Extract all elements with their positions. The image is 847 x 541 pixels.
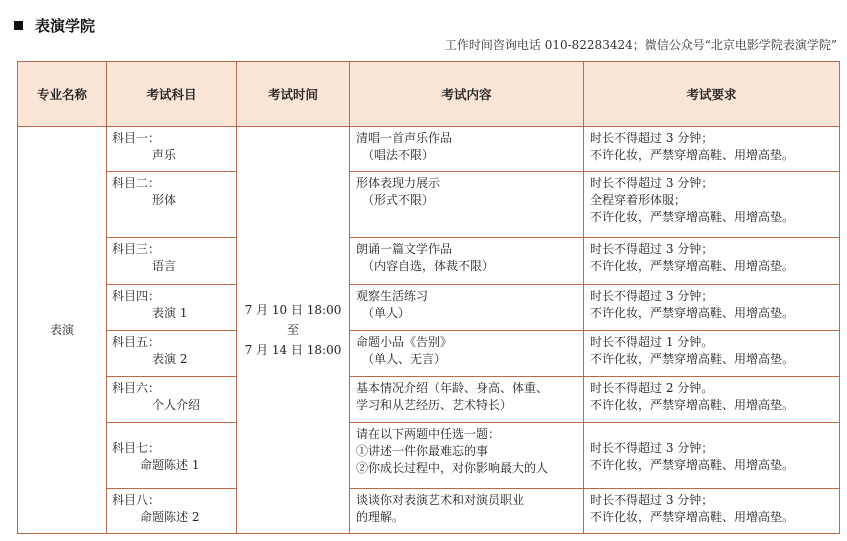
header-requirements: 考试要求 xyxy=(584,62,840,127)
subject-cell xyxy=(107,172,237,238)
table-row xyxy=(18,127,840,172)
subject-name: 表演 2 xyxy=(152,352,188,366)
content-line: 基本情况介绍（年龄、身高、体重、 xyxy=(356,381,549,395)
requirements-cell xyxy=(584,238,840,285)
requirement-line: 不许化妆，严禁穿增高鞋、用增高垫。 xyxy=(590,352,795,366)
content-line: 命题小品《告别》 xyxy=(356,335,453,349)
table-row xyxy=(18,423,840,489)
content-line: （内容自选，体裁不限） xyxy=(362,259,495,273)
content-line: 学习和从艺经历、艺术特长） xyxy=(356,398,513,412)
content-line: 清唱一首声乐作品 xyxy=(356,131,453,145)
subject-cell xyxy=(107,127,237,172)
requirement-line: 不许化妆，严禁穿增高鞋、用增高垫。 xyxy=(590,458,795,472)
time-start: 7 月 10 日 18:00 xyxy=(244,303,342,317)
subject-name: 形体 xyxy=(152,193,177,207)
exam-table xyxy=(17,61,840,534)
content-cell xyxy=(350,285,584,331)
header-time: 考试时间 xyxy=(237,62,350,127)
section-title: 表演学院 xyxy=(35,16,96,35)
content-line: 观察生活练习 xyxy=(356,289,429,303)
requirement-line: 不许化妆，严禁穿增高鞋、用增高垫。 xyxy=(590,148,795,162)
requirement-line: 时长不得超过 3 分钟； xyxy=(590,493,714,507)
table-row xyxy=(18,238,840,285)
content-line: 请在以下两题中任选一题： xyxy=(356,427,501,441)
table-header-row xyxy=(18,62,840,127)
subject-name: 命题陈述 1 xyxy=(140,458,200,472)
requirement-line: 时长不得超过 3 分钟； xyxy=(590,131,714,145)
content-line: 谈谈你对表演艺术和对演员职业 xyxy=(356,493,525,507)
square-bullet-icon xyxy=(14,21,23,30)
requirements-cell xyxy=(584,489,840,534)
time-cell xyxy=(237,127,350,534)
subject-name: 语言 xyxy=(152,259,177,273)
content-cell xyxy=(350,127,584,172)
requirements-cell xyxy=(584,127,840,172)
content-cell xyxy=(350,489,584,534)
requirement-line: 时长不得超过 1 分钟。 xyxy=(590,335,714,349)
content-cell xyxy=(350,172,584,238)
time-separator: 至 xyxy=(286,323,299,337)
table-row xyxy=(18,377,840,423)
subject-number: 科目五： xyxy=(112,335,161,349)
table-row xyxy=(18,489,840,534)
table-row xyxy=(18,172,840,238)
content-line: ①讲述一件你最难忘的事 xyxy=(356,444,489,458)
requirements-cell xyxy=(584,331,840,377)
subject-cell xyxy=(107,238,237,285)
requirement-line: 时长不得超过 3 分钟； xyxy=(590,441,714,455)
header-content: 考试内容 xyxy=(350,62,584,127)
subject-name: 个人介绍 xyxy=(152,398,201,412)
header-major: 专业名称 xyxy=(18,62,107,127)
subject-number: 科目一： xyxy=(112,131,161,145)
subject-name: 表演 1 xyxy=(152,306,188,320)
content-cell xyxy=(350,238,584,285)
subject-cell xyxy=(107,377,237,423)
table-row xyxy=(18,285,840,331)
subject-number: 科目四： xyxy=(112,289,161,303)
content-line: （唱法不限） xyxy=(362,148,435,162)
contact-info: 工作时间咨询电话 010-82283424；微信公众号“北京电影学院表演学院” xyxy=(444,38,837,52)
requirement-line: 全程穿着形体服； xyxy=(590,193,687,207)
requirement-line: 不许化妆，严禁穿增高鞋、用增高垫。 xyxy=(590,210,795,224)
content-line: （单人、无言） xyxy=(362,352,447,366)
subject-number: 科目八： xyxy=(112,493,161,507)
subject-number: 科目二： xyxy=(112,176,161,190)
time-end: 7 月 14 日 18:00 xyxy=(244,343,342,357)
subject-number: 科目七： xyxy=(112,441,161,455)
requirement-line: 不许化妆，严禁穿增高鞋、用增高垫。 xyxy=(590,398,795,412)
content-cell xyxy=(350,331,584,377)
requirement-line: 时长不得超过 3 分钟； xyxy=(590,289,714,303)
requirements-cell xyxy=(584,423,840,489)
subject-cell xyxy=(107,489,237,534)
requirement-line: 时长不得超过 2 分钟。 xyxy=(590,381,714,395)
content-line: 的理解。 xyxy=(356,510,405,524)
table-row xyxy=(18,331,840,377)
section-heading xyxy=(14,14,95,36)
subject-cell xyxy=(107,423,237,489)
content-line: 朗诵一篇文学作品 xyxy=(356,242,453,256)
subject-name: 声乐 xyxy=(152,148,177,162)
content-line: （形式不限） xyxy=(362,193,435,207)
header-subject: 考试科目 xyxy=(107,62,237,127)
subject-number: 科目三： xyxy=(112,242,161,256)
requirement-line: 不许化妆，严禁穿增高鞋、用增高垫。 xyxy=(590,259,795,273)
content-cell xyxy=(350,377,584,423)
requirements-cell xyxy=(584,285,840,331)
major-cell: 表演 xyxy=(18,127,107,534)
requirement-line: 时长不得超过 3 分钟； xyxy=(590,176,714,190)
subject-cell xyxy=(107,285,237,331)
content-line: （单人） xyxy=(362,306,411,320)
requirement-line: 时长不得超过 3 分钟； xyxy=(590,242,714,256)
subject-name: 命题陈述 2 xyxy=(140,510,200,524)
requirement-line: 不许化妆，严禁穿增高鞋、用增高垫。 xyxy=(590,510,795,524)
subject-number: 科目六： xyxy=(112,381,161,395)
content-line: 形体表现力展示 xyxy=(356,176,441,190)
content-line: ②你成长过程中，对你影响最大的人 xyxy=(356,461,549,475)
requirement-line: 不许化妆，严禁穿增高鞋、用增高垫。 xyxy=(590,306,795,320)
subject-cell xyxy=(107,331,237,377)
requirements-cell xyxy=(584,377,840,423)
content-cell xyxy=(350,423,584,489)
requirements-cell xyxy=(584,172,840,238)
